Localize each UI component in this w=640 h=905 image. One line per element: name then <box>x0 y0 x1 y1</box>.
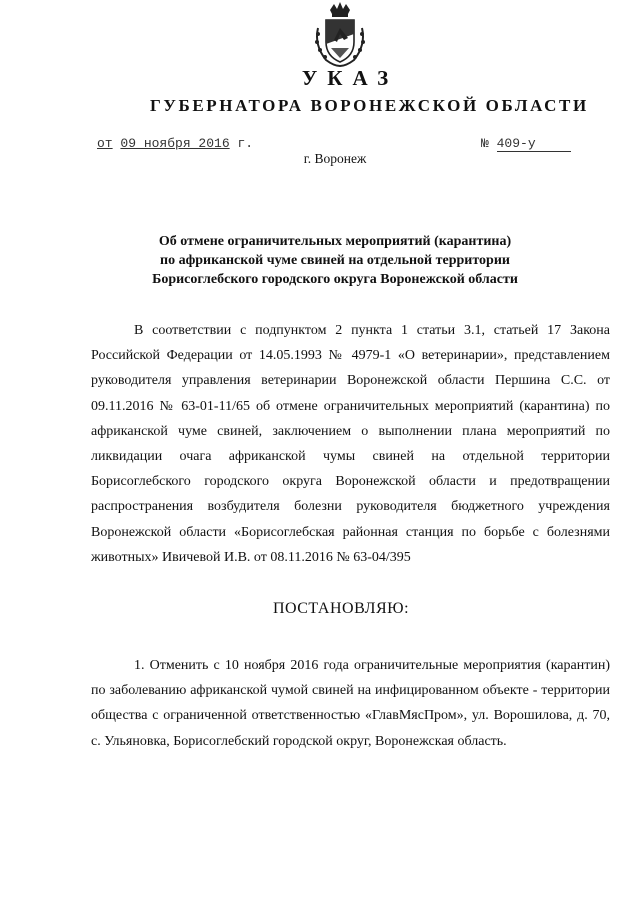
decree-word: ПОСТАНОВЛЯЮ: <box>272 600 410 617</box>
document-date <box>97 136 253 151</box>
number-value: 409-у <box>497 136 571 152</box>
preamble-paragraph: В соответствии с подпунктом 2 пункта 1 статьи 3.1, статьей 17 Закона Российской Федерации от 14.05.1993 № 4979-1 «О ветеринарии», представлением руководителя управления ветеринарии Воронежской области Першина С.С. от 09.11.2016 № 63-01-11/65 об отмене ограничительных мероприятий (карантина) по африканской чуме свиней, заключением о выполнении плана мероприятий по ликвидации очага африканской чумы свиней на отдельной территории Борисоглебского городского округа Воронежской области и предотвращении распространения возбудителя болезни руководителя бюджетного учреждения Воронежской области «Борисоглебская районная станция по борьбе с болезнями животных» Ивичевой И.В. от 08.11.2016 № 63-04/395 <box>91 323 610 565</box>
heading-line: Борисоглебского городского округа Воронежской области <box>152 272 518 287</box>
issuer-title: ГУБЕРНАТОРА ВОРОНЕЖСКОЙ ОБЛАСТИ <box>150 96 589 115</box>
date-suffix: г. <box>237 136 254 151</box>
coat-of-arms-icon <box>304 0 376 72</box>
date-prefix: от <box>97 136 113 151</box>
document-heading <box>100 232 570 289</box>
document-type-title: УКАЗ <box>301 66 399 90</box>
document-number <box>481 136 571 152</box>
heading-line: по африканской чуме свиней на отдельной территории <box>160 253 510 268</box>
heading-line: Об отмене ограничительных мероприятий (карантина) <box>158 234 512 249</box>
city-line: г. Воронеж <box>303 151 367 166</box>
date-value: 09 ноября 2016 <box>120 136 230 151</box>
number-prefix: № <box>481 136 489 151</box>
decree-item-1: 1. Отменить с 10 ноября 2016 года ограничительные мероприятия (карантин) по заболеванию африканской чумой свиней на инфицированном объекте - территории общества с ограниченной ответственностью «ГлавМясПром», ул. Ворошилова, д. 70, с. Ульяновка, Борисоглебский городской округ, Воронежская область. <box>91 658 610 749</box>
